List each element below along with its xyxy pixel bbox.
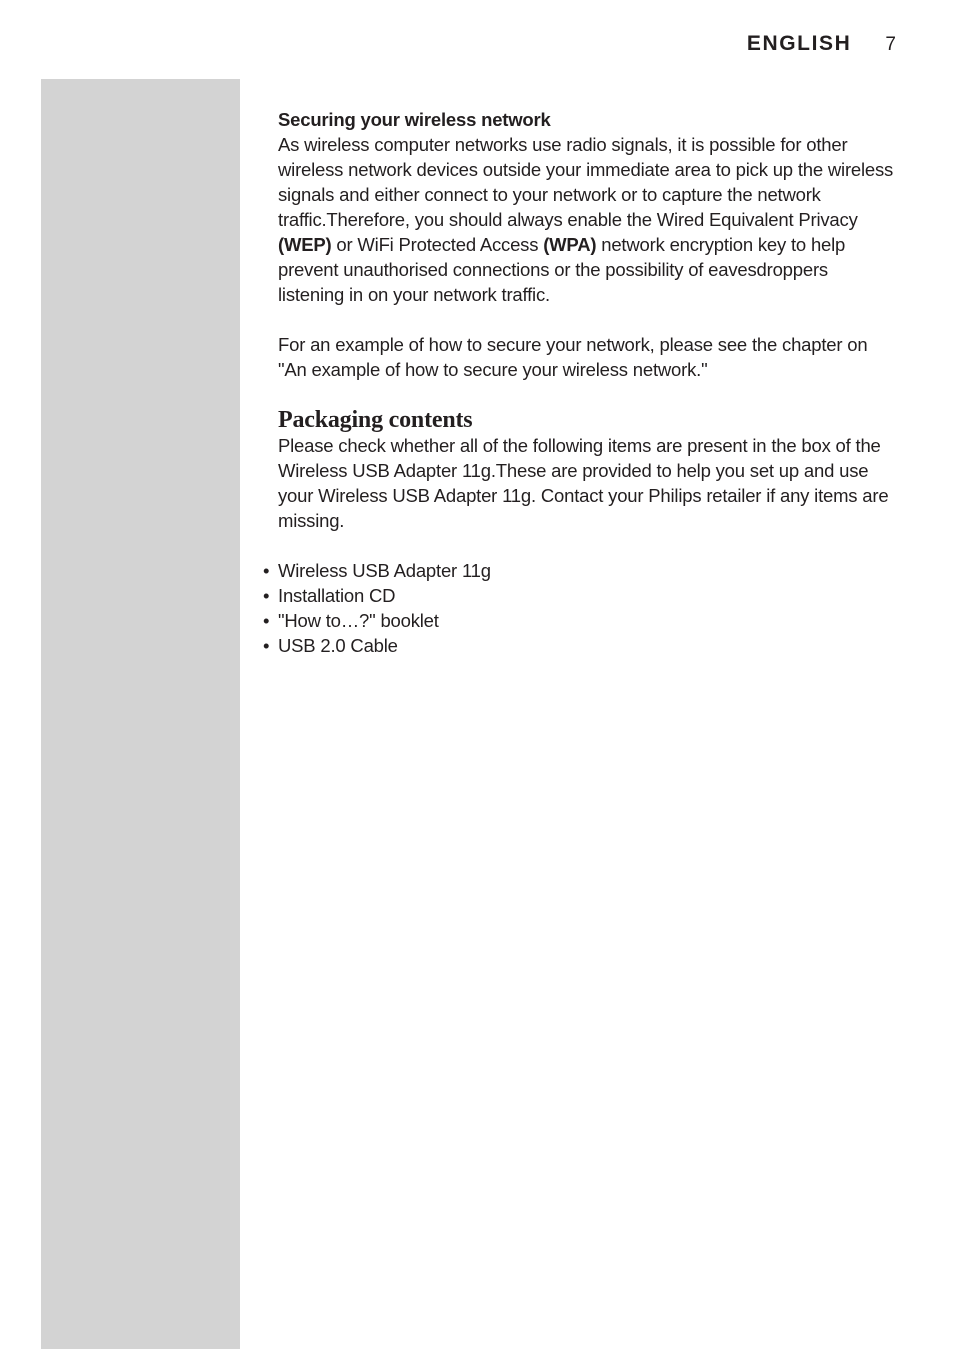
page-number: 7 (885, 34, 896, 55)
bullet: • (263, 560, 270, 581)
main-content (263, 107, 898, 658)
list-item-text: Wireless USB Adapter 11g (278, 560, 491, 581)
wep-term: (WEP) (278, 234, 332, 255)
bullet: • (263, 610, 270, 631)
list-item-text: "How to…?" booklet (278, 610, 439, 631)
wpa-term: (WPA) (543, 234, 597, 255)
securing-text-2: or WiFi Protected Access (331, 234, 544, 255)
list-item (262, 558, 898, 583)
packaging-heading: Packaging contents (278, 407, 473, 433)
securing-example-paragraph: For an example of how to secure your network, please see the chapter on "An example of how to secure your wireless network." (278, 334, 868, 380)
language-label: ENGLISH (746, 32, 852, 55)
grey-margin-band (41, 79, 240, 1349)
page-header (747, 32, 896, 56)
packaging-intro: Please check whether all of the following items are present in the box of the Wireless USB Adapter 11g.These are provided to help you set up and use your Wireless USB Adapter 11g. Contact your Philips retailer if any items are missing. (278, 435, 889, 531)
securing-text-3: network encryption key to help prevent unauthorised connections or the possibility of eavesdroppers listening in on your network traffic. (278, 234, 846, 305)
list-item-text: Installation CD (278, 585, 396, 606)
list-item (262, 583, 898, 608)
list-item (262, 633, 898, 658)
securing-paragraph (278, 132, 898, 307)
packaging-list (262, 558, 898, 658)
list-item-text: USB 2.0 Cable (278, 635, 398, 656)
bullet: • (263, 585, 270, 606)
securing-text-1: As wireless computer networks use radio signals, it is possible for other wireless network devices outside your immediate area to pick up the wireless signals and either connect to your network or to capture the network traffic.Therefore, you should always enable the Wired Equivalent Privacy (278, 134, 894, 230)
list-item (262, 608, 898, 633)
bullet: • (263, 635, 270, 656)
securing-heading: Securing your wireless network (278, 109, 551, 130)
